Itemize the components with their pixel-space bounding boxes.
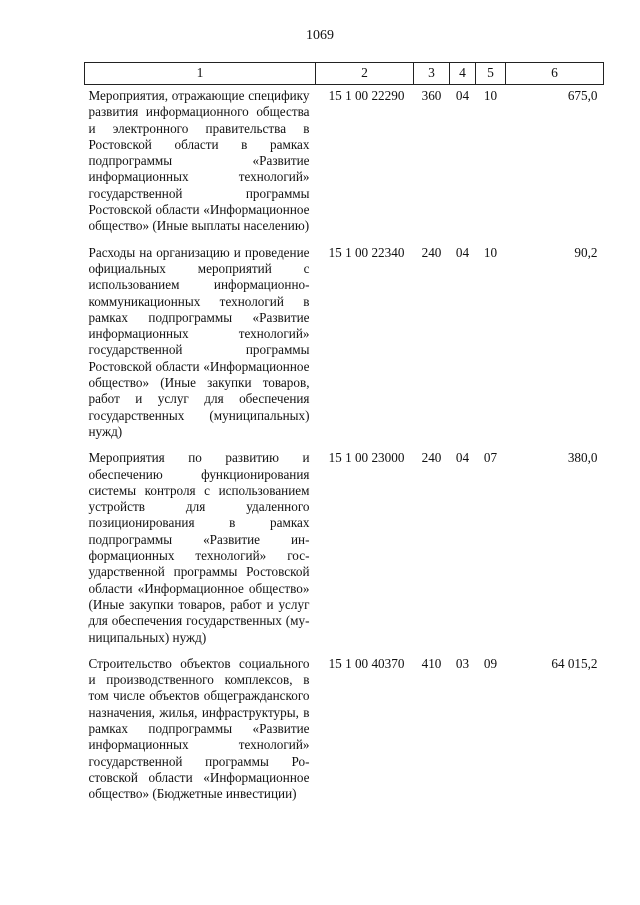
amount: 675,0	[567, 88, 598, 103]
amount: 64 015,2	[551, 655, 598, 671]
table-header-row	[85, 63, 604, 85]
section-code: 04	[455, 450, 470, 466]
expense-type-code: 410	[421, 655, 442, 671]
section-code: 04	[455, 244, 470, 260]
subsection-code: 10	[483, 88, 498, 103]
column-header: 6	[506, 63, 604, 85]
target-article-code: 15 1 00 23000	[328, 450, 405, 466]
subsection-code: 07	[483, 450, 498, 466]
table-row	[85, 242, 604, 448]
column-header: 2	[316, 63, 414, 85]
expense-type-code: 360	[421, 88, 442, 103]
expense-type-code: 240	[421, 244, 442, 260]
budget-table-container	[84, 62, 604, 809]
column-header: 1	[85, 63, 316, 85]
column-header: 5	[476, 63, 506, 85]
row-description: Строительство объектов социального и производственного комплексов, в том числе объектов общегражданского назначения, жилья, инфраструктуры, в рамках подпрограммы «Развитие информационных технологий» государственной программы Ростовской области «Информационное общество» (Бюджетные инвестиции)	[88, 655, 310, 802]
subsection-code: 10	[483, 244, 498, 260]
column-header: 3	[414, 63, 450, 85]
section-code: 04	[455, 88, 470, 103]
target-article-code: 15 1 00 40370	[328, 655, 405, 671]
row-description: Мероприятия, отражающие специфику развития информационного общества и электронного правительства в Ростовской области в рамках подпрограммы «Развитие информационных технологий» государственной программы Ростовской области «Информационное общество» (Иные выплаты населению)	[88, 88, 310, 234]
table-row	[85, 85, 604, 242]
page-number: 1069	[306, 28, 334, 43]
row-description: Мероприятия по развитию и обеспечению функционирования системы контроля с использованием устройств для удаленного позиционирования в рамках подпрограммы «Развитие информационных технологий» государственной программы Ростовской области «Информационное общество» (Иные закупки товаров, работ и услуг для обеспечения государственных (муниципальных) нужд)	[88, 450, 310, 645]
target-article-code: 15 1 00 22340	[328, 244, 405, 260]
table-row	[85, 447, 604, 653]
target-article-code: 15 1 00 22290	[328, 88, 405, 103]
column-header: 4	[450, 63, 476, 85]
amount: 90,2	[574, 244, 598, 260]
budget-table	[84, 62, 604, 809]
section-code: 03	[455, 655, 470, 671]
row-description: Расходы на организацию и проведение официальных мероприятий с использованием информационно-коммуникационных технологий в рамках подпрограммы «Развитие информационных технологий» государственной программы Ростовской области «Информационное общество» (Иные закупки товаров, работ и услуг для обеспечения государственных (муниципальных) нужд)	[88, 244, 310, 439]
expense-type-code: 240	[421, 450, 442, 466]
amount: 380,0	[567, 450, 598, 466]
subsection-code: 09	[483, 655, 498, 671]
table-row	[85, 653, 604, 810]
